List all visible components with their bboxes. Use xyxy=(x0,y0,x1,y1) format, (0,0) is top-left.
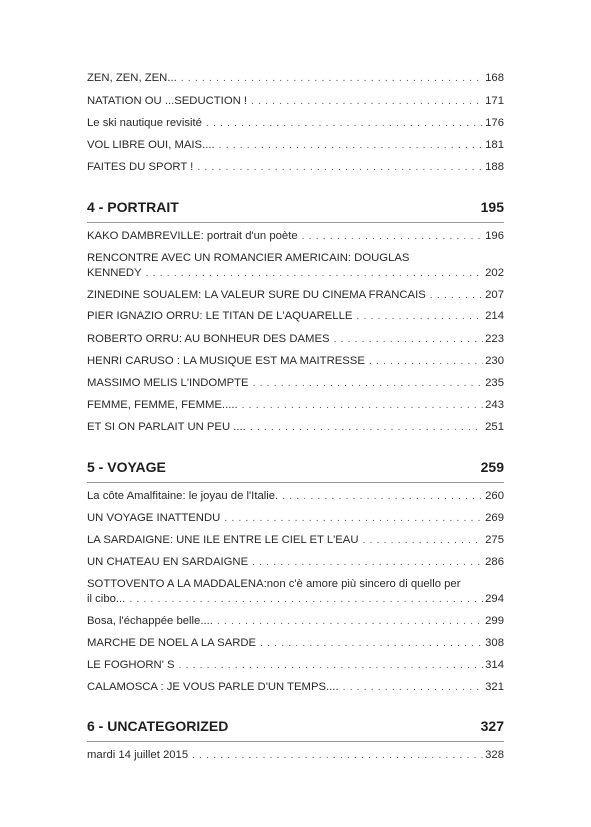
entry-page: 235 xyxy=(485,377,504,389)
toc-entry[interactable] xyxy=(87,748,504,763)
dot-leader xyxy=(302,229,484,244)
dot-leader xyxy=(197,160,483,175)
entry-title: ET SI ON PARLAIT UN PEU .... xyxy=(87,421,246,433)
entry-title: FAITES DU SPORT ! xyxy=(87,161,194,173)
toc-entry[interactable] xyxy=(87,354,504,369)
section-page: 195 xyxy=(480,199,504,215)
section-title: 4 - PORTRAIT xyxy=(87,199,179,215)
toc-entry[interactable] xyxy=(87,160,504,175)
toc-entry[interactable] xyxy=(87,511,504,526)
section-page: 259 xyxy=(480,459,504,475)
entry-page: 171 xyxy=(485,95,504,107)
entry-title: mardi 14 juillet 2015 xyxy=(87,749,189,761)
section-heading[interactable] xyxy=(87,718,504,734)
entry-page: 243 xyxy=(485,399,504,411)
entry-page: 176 xyxy=(485,117,504,129)
entry-title: LE FOGHORN' S xyxy=(87,659,175,671)
toc-entry[interactable] xyxy=(87,251,504,281)
entry-page: 214 xyxy=(485,310,504,322)
dot-leader xyxy=(206,116,483,131)
entry-title: MARCHE DE NOEL A LA SARDE xyxy=(87,637,257,649)
entry-title: VOL LIBRE OUI, MAIS.... xyxy=(87,139,215,151)
toc-entry[interactable] xyxy=(87,636,504,651)
toc-entry[interactable] xyxy=(87,138,504,153)
entry-title: UN VOYAGE INATTENDU xyxy=(87,512,221,524)
entry-title: ZINEDINE SOUALEM: LA VALEUR SURE DU CINEMA FRANCAIS xyxy=(87,289,426,301)
entry-page: 168 xyxy=(485,72,504,84)
toc-entry[interactable] xyxy=(87,658,504,673)
entry-title: La côte Amalfitaine: le joyau de l'Italie. xyxy=(87,490,279,502)
entry-page: 188 xyxy=(485,161,504,173)
entry-title-line2: KENNEDY xyxy=(87,267,142,279)
entry-title: ZEN, ZEN, ZEN... xyxy=(87,72,177,84)
section-page: 327 xyxy=(480,718,504,734)
toc-entry[interactable] xyxy=(87,614,504,629)
dot-leader xyxy=(250,420,483,435)
entry-page: 321 xyxy=(485,681,504,693)
entry-page: 230 xyxy=(485,355,504,367)
entry-title: LA SARDAIGNE: UNE ILE ENTRE LE CIEL ET L'EAU xyxy=(87,534,359,546)
section-title: 5 - VOYAGE xyxy=(87,459,166,475)
dot-leader xyxy=(252,555,483,570)
toc-entry[interactable] xyxy=(87,288,504,303)
dot-leader xyxy=(363,533,484,548)
section-heading[interactable] xyxy=(87,459,504,475)
section-divider xyxy=(87,482,504,483)
entry-title: CALAMOSCA : JE VOUS PARLE D'UN TEMPS.... xyxy=(87,681,339,693)
section-divider xyxy=(87,222,504,223)
dot-leader xyxy=(430,288,483,303)
toc-entry[interactable] xyxy=(87,116,504,131)
entry-page: 251 xyxy=(485,421,504,433)
entry-title: NATATION OU ...SEDUCTION ! xyxy=(87,95,248,107)
toc-entry[interactable] xyxy=(87,489,504,504)
entry-page: 308 xyxy=(485,637,504,649)
section-title: 6 - UNCATEGORIZED xyxy=(87,718,229,734)
entry-page: 223 xyxy=(485,333,504,345)
entry-title: Le ski nautique revisité xyxy=(87,117,202,129)
entry-page: 328 xyxy=(485,749,504,761)
toc-entry[interactable] xyxy=(87,420,504,435)
dot-leader xyxy=(219,138,483,153)
toc-entry[interactable] xyxy=(87,533,504,548)
dot-leader xyxy=(369,354,483,369)
dot-leader xyxy=(334,332,484,347)
toc-entry[interactable] xyxy=(87,332,504,347)
dot-leader xyxy=(253,376,484,391)
toc-entry[interactable] xyxy=(87,71,504,86)
dot-leader xyxy=(242,398,484,413)
section-heading[interactable] xyxy=(87,199,504,215)
entry-page: 207 xyxy=(485,289,504,301)
entry-title-line2: il cibo... xyxy=(87,593,126,605)
entry-page: 260 xyxy=(485,490,504,502)
entry-page: 286 xyxy=(485,556,504,568)
dot-leader xyxy=(260,636,483,651)
entry-page: 275 xyxy=(485,534,504,546)
entry-title: Bosa, l'échappée belle.... xyxy=(87,615,213,627)
entry-page: 202 xyxy=(485,267,504,279)
dot-leader xyxy=(282,489,483,504)
dot-leader xyxy=(224,511,483,526)
toc-entry[interactable] xyxy=(87,577,504,607)
toc-entry[interactable] xyxy=(87,229,504,244)
entry-title: UN CHATEAU EN SARDAIGNE xyxy=(87,556,249,568)
toc-entry[interactable] xyxy=(87,94,504,109)
toc-entry[interactable] xyxy=(87,398,504,413)
entry-title: FEMME, FEMME, FEMME..... xyxy=(87,399,238,411)
entry-title-line1: SOTTOVENTO A LA MADDALENA:non c'è amore più sincero di quello per xyxy=(87,578,461,590)
entry-title: MASSIMO MELIS L'INDOMPTE xyxy=(87,377,249,389)
toc-entry[interactable] xyxy=(87,555,504,570)
entry-page: 196 xyxy=(485,230,504,242)
entry-title-line1: RENCONTRE AVEC UN ROMANCIER AMERICAIN: DOUGLAS xyxy=(87,252,410,264)
toc-entry[interactable] xyxy=(87,376,504,391)
dot-leader xyxy=(343,680,484,695)
dot-leader xyxy=(181,71,483,86)
entry-page: 314 xyxy=(485,659,504,671)
entry-page: 294 xyxy=(485,593,504,605)
entry-page: 269 xyxy=(485,512,504,524)
dot-leader xyxy=(192,748,483,763)
dot-leader xyxy=(179,658,484,673)
toc-entry[interactable] xyxy=(87,309,504,324)
entry-title: PIER IGNAZIO ORRU: LE TITAN DE L'AQUARELLE xyxy=(87,310,353,322)
entry-page: 299 xyxy=(485,615,504,627)
toc-entry[interactable] xyxy=(87,680,504,695)
section-divider xyxy=(87,741,504,742)
entry-title: HENRI CARUSO : LA MUSIQUE EST MA MAITRESSE xyxy=(87,355,365,367)
dot-leader xyxy=(356,309,483,324)
dot-leader xyxy=(146,266,484,281)
entry-page: 181 xyxy=(485,139,504,151)
dot-leader xyxy=(251,94,483,109)
dot-leader xyxy=(129,592,483,607)
entry-title: KAKO DAMBREVILLE: portrait d'un poète xyxy=(87,230,298,242)
entry-title: ROBERTO ORRU: AU BONHEUR DES DAMES xyxy=(87,333,330,345)
dot-leader xyxy=(217,614,483,629)
